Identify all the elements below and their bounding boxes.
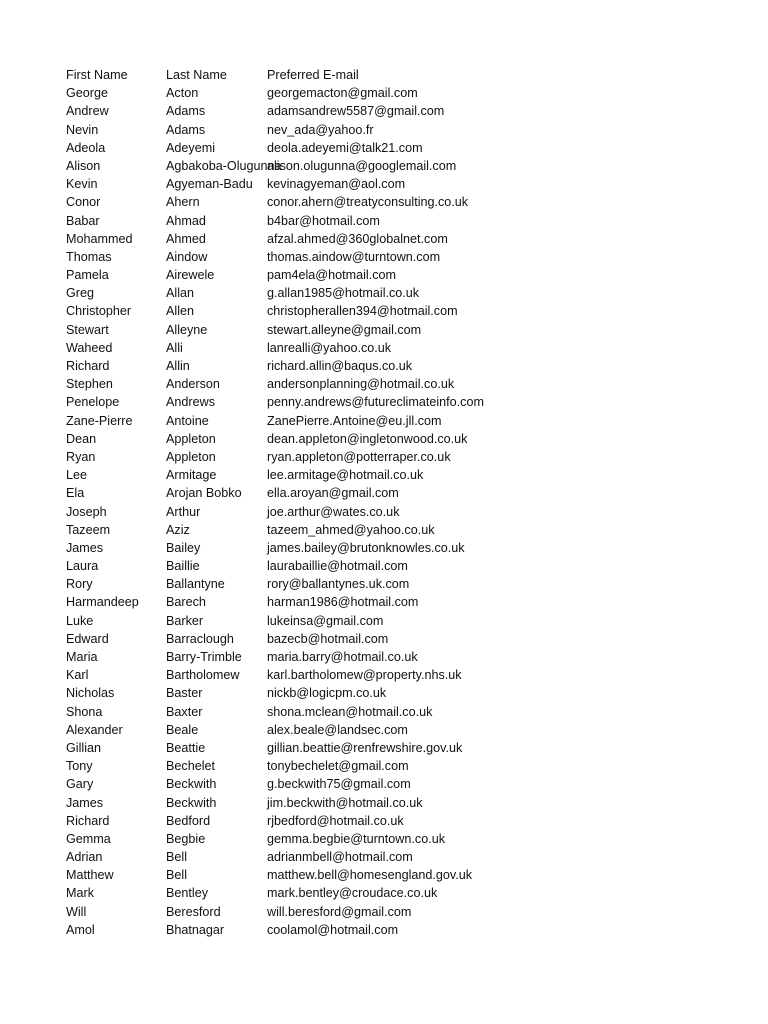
table-row — [66, 175, 746, 193]
last-name-cell: Ahern — [166, 195, 200, 210]
first-name-cell: Alison — [66, 158, 101, 173]
first-name-cell: Adeola — [66, 140, 106, 155]
first-name-cell: Karl — [66, 668, 89, 683]
last-name-cell: Adams — [166, 104, 206, 119]
email-cell: joe.arthur@wates.co.uk — [267, 504, 400, 519]
first-name-cell: Tony — [66, 759, 93, 774]
email-cell: ella.aroyan@gmail.com — [267, 486, 399, 501]
table-row — [66, 412, 746, 430]
last-name-cell: Armitage — [166, 468, 217, 483]
header-last-name: Last Name — [166, 68, 227, 82]
table-row — [66, 921, 746, 939]
header-first-name: First Name — [66, 68, 128, 82]
email-cell: ryan.appleton@potterraper.co.uk — [267, 449, 451, 464]
first-name-cell: Nicholas — [66, 686, 115, 701]
table-row — [66, 84, 746, 102]
last-name-cell: Barry-Trimble — [166, 650, 242, 664]
first-name-cell: Will — [66, 904, 87, 919]
first-name-cell: Tazeem — [66, 522, 111, 537]
email-cell: adrianmbell@hotmail.com — [267, 850, 413, 865]
last-name-cell: Beattie — [166, 740, 206, 755]
last-name-cell: Bell — [166, 850, 187, 865]
table-row — [66, 157, 746, 175]
email-cell: alex.beale@landsec.com — [267, 722, 408, 737]
last-name-cell: Ballantyne — [166, 577, 225, 592]
email-cell: rory@ballantynes.uk.com — [267, 577, 410, 592]
email-cell: dean.appleton@ingletonwood.co.uk — [267, 431, 468, 446]
table-row — [66, 539, 746, 557]
first-name-cell: Stewart — [66, 322, 109, 337]
last-name-cell: Beale — [166, 722, 199, 737]
last-name-cell: Andrews — [166, 395, 215, 410]
first-name-cell: Amol — [66, 922, 95, 937]
email-cell: lee.armitage@hotmail.co.uk — [267, 468, 424, 483]
first-name-cell: George — [66, 86, 109, 101]
first-name-cell: Matthew — [66, 868, 114, 883]
table-row — [66, 903, 746, 921]
table-row — [66, 448, 746, 466]
email-cell: gemma.begbie@turntown.co.uk — [267, 831, 445, 846]
last-name-cell: Bhatnagar — [166, 922, 225, 937]
table-row — [66, 121, 746, 139]
email-cell: mark.bentley@croudace.co.uk — [267, 886, 438, 901]
table-row — [66, 794, 746, 812]
email-cell: deola.adeyemi@talk21.com — [267, 140, 423, 155]
last-name-cell: Bechelet — [166, 759, 216, 774]
last-name-cell: Allen — [166, 304, 195, 319]
email-cell: lanrealli@yahoo.co.uk — [267, 340, 392, 355]
email-cell: afzal.ahmed@360globalnet.com — [267, 231, 448, 246]
first-name-cell: Harmandeep — [66, 595, 139, 610]
table-row — [66, 884, 746, 902]
table-row — [66, 302, 746, 320]
email-cell: b4bar@hotmail.com — [267, 213, 380, 228]
table-row — [66, 284, 746, 302]
last-name-cell: Beckwith — [166, 795, 217, 810]
email-cell: will.beresford@gmail.com — [267, 904, 412, 919]
last-name-cell: Allan — [166, 286, 195, 301]
first-name-cell: Penelope — [66, 395, 120, 410]
email-cell: alison.olugunna@googlemail.com — [267, 158, 457, 173]
first-name-cell: Kevin — [66, 177, 98, 192]
table-row — [66, 230, 746, 248]
last-name-cell: Bailey — [166, 540, 201, 555]
table-row — [66, 266, 746, 284]
table-row — [66, 575, 746, 593]
email-cell: gillian.beattie@renfrewshire.gov.uk — [267, 740, 463, 755]
email-cell: georgemacton@gmail.com — [267, 86, 418, 101]
last-name-cell: Barraclough — [166, 631, 234, 646]
last-name-cell: Bedford — [166, 813, 211, 828]
email-cell: lukeinsa@gmail.com — [267, 613, 384, 628]
contact-table — [66, 66, 746, 939]
last-name-cell: Ahmad — [166, 213, 206, 228]
last-name-cell: Baillie — [166, 559, 200, 574]
first-name-cell: Richard — [66, 813, 110, 828]
email-cell: andersonplanning@hotmail.co.uk — [267, 377, 455, 392]
email-cell: bazecb@hotmail.com — [267, 631, 389, 646]
table-row — [66, 648, 746, 666]
first-name-cell: Stephen — [66, 377, 113, 392]
table-row — [66, 721, 746, 739]
email-cell: nickb@logicpm.co.uk — [267, 686, 387, 701]
table-row — [66, 466, 746, 484]
email-cell: laurabaillie@hotmail.com — [267, 559, 408, 574]
first-name-cell: Joseph — [66, 504, 107, 519]
first-name-cell: Ryan — [66, 449, 96, 464]
first-name-cell: Babar — [66, 213, 100, 228]
table-row — [66, 321, 746, 339]
first-name-cell: Greg — [66, 286, 94, 301]
last-name-cell: Arthur — [166, 504, 201, 519]
table-row — [66, 812, 746, 830]
last-name-cell: Bartholomew — [166, 668, 240, 683]
email-cell: stewart.alleyne@gmail.com — [267, 322, 422, 337]
first-name-cell: Shona — [66, 704, 103, 719]
table-row — [66, 557, 746, 575]
last-name-cell: Appleton — [166, 449, 216, 464]
first-name-cell: Christopher — [66, 304, 132, 319]
first-name-cell: Mohammed — [66, 231, 133, 246]
table-row — [66, 484, 746, 502]
table-row — [66, 593, 746, 611]
table-row — [66, 739, 746, 757]
last-name-cell: Aindow — [166, 249, 208, 264]
email-cell: nev_ada@yahoo.fr — [267, 122, 374, 137]
email-cell: g.beckwith75@gmail.com — [267, 777, 411, 792]
last-name-cell: Alli — [166, 340, 183, 355]
last-name-cell: Adams — [166, 122, 206, 137]
last-name-cell: Beckwith — [166, 777, 217, 792]
last-name-cell: Appleton — [166, 431, 216, 446]
table-row — [66, 212, 746, 230]
first-name-cell: Maria — [66, 650, 98, 664]
last-name-cell: Adeyemi — [166, 140, 215, 155]
email-cell: kevinagyeman@aol.com — [267, 177, 406, 192]
first-name-cell: Alexander — [66, 722, 123, 737]
email-cell: harman1986@hotmail.com — [267, 595, 419, 610]
email-cell: tonybechelet@gmail.com — [267, 759, 409, 774]
table-body — [66, 84, 746, 939]
table-row — [66, 866, 746, 884]
email-cell: penny.andrews@futureclimateinfo.com — [267, 395, 484, 410]
table-row — [66, 430, 746, 448]
last-name-cell: Airewele — [166, 268, 215, 283]
email-cell: jim.beckwith@hotmail.co.uk — [267, 795, 423, 810]
table-row — [66, 830, 746, 848]
first-name-cell: Andrew — [66, 104, 109, 119]
email-cell: richard.allin@baqus.co.uk — [267, 359, 413, 373]
first-name-cell: Conor — [66, 195, 101, 210]
first-name-cell: James — [66, 540, 104, 555]
email-cell: matthew.bell@homesengland.gov.uk — [267, 868, 473, 883]
email-cell: maria.barry@hotmail.co.uk — [267, 650, 418, 664]
first-name-cell: Gemma — [66, 831, 111, 846]
email-cell: tazeem_ahmed@yahoo.co.uk — [267, 522, 435, 537]
last-name-cell: Baster — [166, 686, 203, 701]
first-name-cell: Gillian — [66, 740, 101, 755]
first-name-cell: Lee — [66, 468, 88, 483]
last-name-cell: Ahmed — [166, 231, 206, 246]
email-cell: coolamol@hotmail.com — [267, 922, 399, 937]
last-name-cell: Baxter — [166, 704, 203, 719]
last-name-cell: Agyeman-Badu — [166, 177, 253, 192]
last-name-cell: Antoine — [166, 413, 209, 428]
email-cell: rjbedford@hotmail.co.uk — [267, 813, 404, 828]
email-cell: pam4ela@hotmail.com — [267, 268, 396, 283]
table-row — [66, 684, 746, 702]
email-cell: adamsandrew5587@gmail.com — [267, 104, 445, 119]
last-name-cell: Aziz — [166, 522, 190, 537]
header-preferred-email: Preferred E-mail — [267, 68, 359, 82]
table-row — [66, 848, 746, 866]
first-name-cell: Thomas — [66, 249, 112, 264]
email-cell: shona.mclean@hotmail.co.uk — [267, 704, 433, 719]
first-name-cell: Rory — [66, 577, 93, 592]
email-cell: conor.ahern@treatyconsulting.co.uk — [267, 195, 469, 210]
first-name-cell: Zane-Pierre — [66, 413, 133, 428]
first-name-cell: Edward — [66, 631, 109, 646]
email-cell: ZanePierre.Antoine@eu.jll.com — [267, 413, 442, 428]
first-name-cell: Richard — [66, 359, 110, 373]
table-row — [66, 102, 746, 120]
table-row — [66, 393, 746, 411]
table-header-row — [66, 66, 746, 84]
last-name-cell: Arojan Bobko — [166, 486, 242, 501]
first-name-cell: Nevin — [66, 122, 99, 137]
first-name-cell: Ela — [66, 486, 85, 501]
table-row — [66, 666, 746, 684]
first-name-cell: James — [66, 795, 104, 810]
first-name-cell: Waheed — [66, 340, 113, 355]
table-row — [66, 503, 746, 521]
table-row — [66, 139, 746, 157]
first-name-cell: Mark — [66, 886, 94, 901]
table-row — [66, 630, 746, 648]
table-row — [66, 357, 746, 375]
last-name-cell: Alleyne — [166, 322, 208, 337]
table-row — [66, 339, 746, 357]
first-name-cell: Gary — [66, 777, 94, 792]
last-name-cell: Allin — [166, 359, 190, 373]
email-cell: christopherallen394@hotmail.com — [267, 304, 458, 319]
last-name-cell: Begbie — [166, 831, 206, 846]
last-name-cell: Anderson — [166, 377, 220, 392]
first-name-cell: Luke — [66, 613, 94, 628]
last-name-cell: Bell — [166, 868, 187, 883]
table-row — [66, 612, 746, 630]
table-row — [66, 757, 746, 775]
table-row — [66, 775, 746, 793]
last-name-cell: Agbakoba-Olugunna — [166, 158, 282, 173]
first-name-cell: Laura — [66, 559, 99, 574]
email-cell: karl.bartholomew@property.nhs.uk — [267, 668, 462, 683]
table-row — [66, 521, 746, 539]
email-cell: thomas.aindow@turntown.com — [267, 249, 441, 264]
last-name-cell: Bentley — [166, 886, 209, 901]
table-row — [66, 248, 746, 266]
last-name-cell: Acton — [166, 86, 199, 101]
first-name-cell: Pamela — [66, 268, 109, 283]
last-name-cell: Beresford — [166, 904, 221, 919]
table-row — [66, 375, 746, 393]
table-row — [66, 193, 746, 211]
table-row — [66, 703, 746, 721]
first-name-cell: Dean — [66, 431, 97, 446]
first-name-cell: Adrian — [66, 850, 103, 865]
email-cell: james.bailey@brutonknowles.co.uk — [267, 540, 465, 555]
last-name-cell: Barker — [166, 613, 204, 628]
email-cell: g.allan1985@hotmail.co.uk — [267, 286, 420, 301]
last-name-cell: Barech — [166, 595, 206, 610]
